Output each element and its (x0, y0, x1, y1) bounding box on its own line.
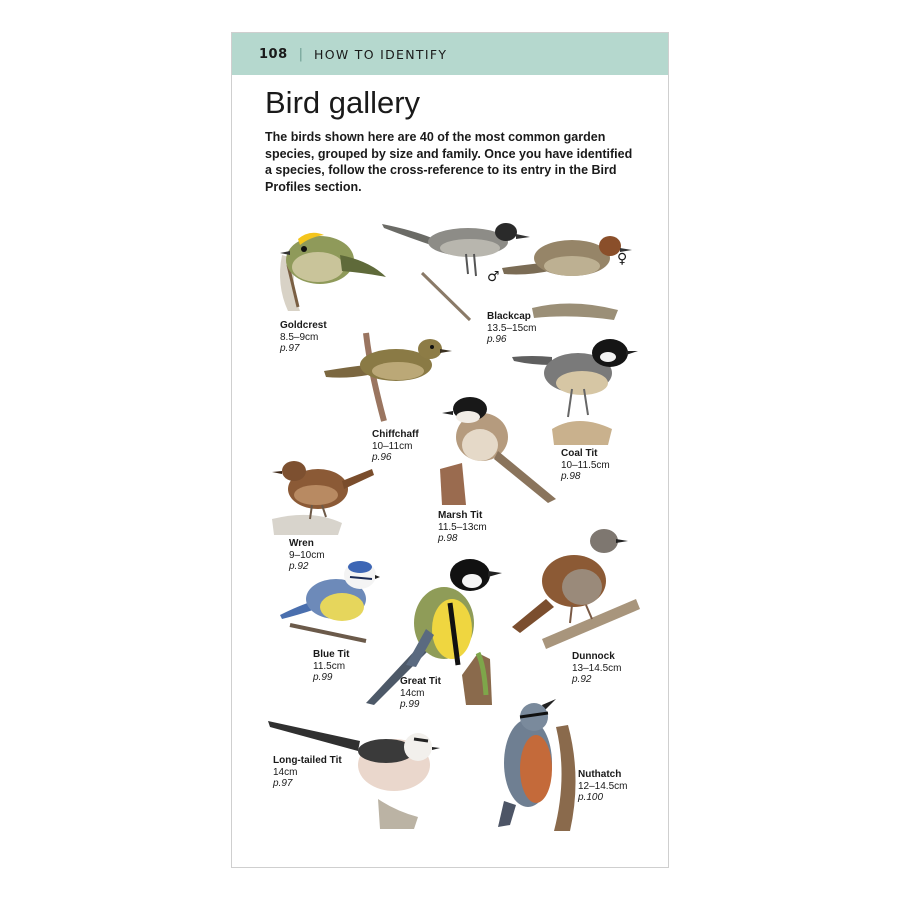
page-number: 108 (259, 46, 288, 62)
nuthatch-caption (578, 769, 627, 804)
page-title: Bird gallery (265, 85, 421, 120)
blue-tit-illustration (280, 555, 380, 645)
bird-name: Long-tailed Tit (273, 755, 342, 766)
nuthatch-illustration (494, 697, 576, 831)
bird-page-ref: p.98 (561, 471, 581, 482)
bird-size: 10–11.5cm (561, 459, 610, 471)
bird-name: Wren (289, 538, 314, 549)
bird-name: Goldcrest (280, 320, 327, 331)
marsh-tit-caption (438, 510, 487, 545)
bird-page-ref: p.100 (578, 792, 604, 803)
page-header (232, 33, 668, 75)
goldcrest-illustration (270, 215, 390, 315)
bird-size: 11.5–13cm (438, 521, 487, 533)
bird-size: 9–10cm (289, 549, 325, 561)
bird-size: 13–14.5cm (572, 662, 622, 674)
bird-size: 14cm (273, 766, 298, 778)
bird-name: Chiffchaff (372, 429, 419, 440)
great-tit-caption (400, 676, 441, 711)
wren-illustration (272, 447, 378, 535)
bird-size: 12–14.5cm (578, 780, 628, 792)
bird-name: Marsh Tit (438, 510, 483, 521)
bird-page-ref: p.98 (438, 533, 458, 544)
female-symbol: ♀ (617, 251, 628, 267)
coal-tit-caption (561, 448, 610, 483)
section-title: HOW TO IDENTIFY (314, 46, 448, 62)
bird-page-ref: p.97 (280, 343, 300, 354)
intro-paragraph: The birds shown here are 40 of the most common garden species, grouped by size and family. Once you have identified a species, follow the cross-reference to its entry in the Bird Profiles section. (265, 130, 633, 194)
bird-page-ref: p.92 (289, 561, 309, 572)
bird-size: 11.5cm (313, 660, 346, 672)
blackcap-illustration (382, 218, 632, 323)
bird-page-ref: p.96 (372, 452, 392, 463)
bird-name: Dunnock (572, 651, 615, 662)
bird-name: Great Tit (400, 676, 441, 687)
long-tailed-tit-caption (273, 755, 342, 790)
book-page (231, 32, 669, 868)
bird-size: 13.5–15cm (487, 322, 537, 334)
bird-size: 8.5–9cm (280, 331, 319, 343)
chiffchaff-caption (372, 429, 419, 464)
header-separator: | (298, 46, 304, 62)
bird-page-ref: p.97 (273, 778, 293, 789)
bird-size: 10–11cm (372, 440, 413, 452)
dunnock-illustration (512, 519, 642, 649)
marsh-tit-illustration (440, 393, 558, 505)
bird-page-ref: p.96 (487, 334, 507, 345)
bird-page-ref: p.99 (400, 699, 420, 710)
blue-tit-caption (313, 649, 349, 684)
dunnock-caption (572, 651, 621, 686)
bird-name: Blue Tit (313, 649, 350, 660)
bird-name: Blackcap (487, 311, 531, 322)
bird-size: 14cm (400, 687, 425, 699)
chiffchaff-illustration (324, 329, 454, 424)
goldcrest-caption (280, 320, 327, 355)
male-symbol: ♂ (487, 269, 500, 285)
bird-name: Coal Tit (561, 448, 598, 459)
bird-page-ref: p.99 (313, 672, 333, 683)
bird-page-ref: p.92 (572, 674, 592, 685)
bird-name: Nuthatch (578, 769, 622, 780)
